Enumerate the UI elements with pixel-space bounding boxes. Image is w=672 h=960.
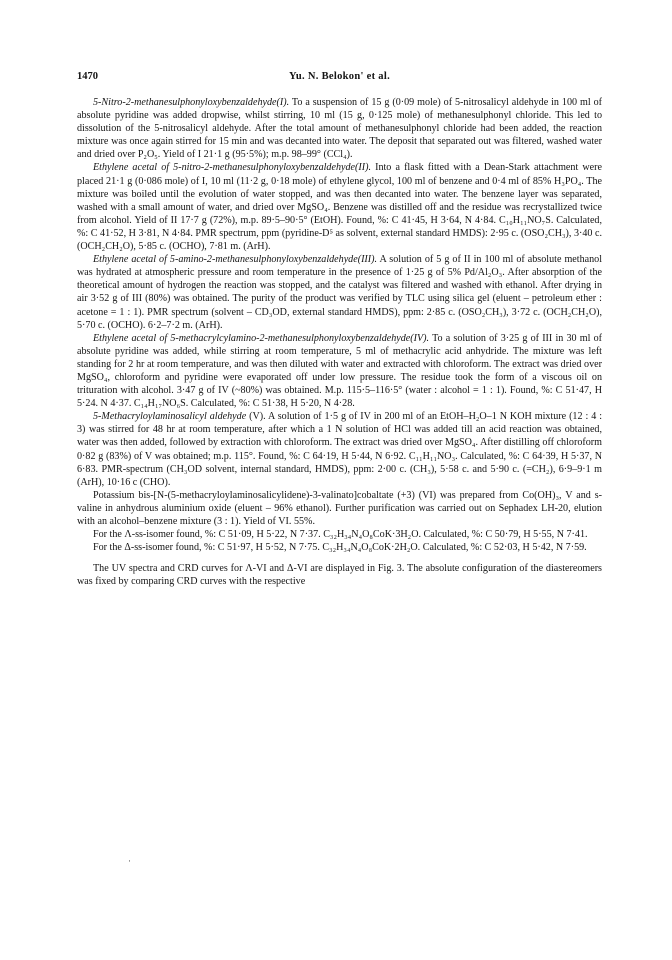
- paragraph-heading: Ethylene acetal of 5-amino-2-methanesulphonyloxybenzaldehyde(III).: [93, 254, 378, 266]
- paragraph-text: (V). A solution of 1·5 g of IV in 200 ml of an EtOH–H₂O–1 N KOH mixture (12 : 4 : 3) was stirred for 48 hr at room temperature, after which a 1 N solution of HCl was added till an acid reaction was obtained, water was then added, followed by extraction with chloroform. The extract was dried over MgSO₄. After distilling off chloroform 0·82 g (83%) of V was obtained; m.p. 115°. Found, %: C 64·19, H 5·44, N 6·92. C₁₁H₁₁NO₃. Calculated, %: C 64·39, H 5·37, N 6·83. PMR-spectrum (CH₃OD solvent, internal standard, HMDS), ppm: 2·00 c. (CH₃), 5·58 c. and 5·90 c. (=CH₂), 6·9–9·1 m (ArH), 10·16 c (CHO).: [77, 411, 603, 488]
- footer-mark: ·: [128, 856, 131, 866]
- paragraph-compound-ii: [77, 161, 602, 253]
- paragraph-compound-vi: [77, 489, 602, 528]
- paragraph-text: Potassium bis-[N-(5-methacryloylaminosalicylidene)-3-valinato]cobaltate (+3) (VI) was prepared from Co(OH)₃, V and s-valine in anhydrous aluminium oxide (eluent – 96% ethanol). Further purification was carried out on Sephadex LH-20, elution with an alcohol–benzene mixture (3 : 1). Yield of VI. 55%.: [77, 489, 602, 527]
- paragraph-delta-isomer: [77, 541, 602, 554]
- paragraph-compound-i: [77, 96, 602, 161]
- paragraph-compound-iii: [77, 253, 602, 332]
- paragraph-text: Into a flask fitted with a Dean-Stark attachment were placed 21·1 g (0·086 mole) of I, 10 ml (11·2 g, 0·18 mole) of ethylene glycol, 100 ml of benzene and 0·4 ml of 85% H₃PO₄. The mixture was boiled until the evolution of water stopped, and was then decanted into water. The benzene layer was separated, washed with a small amount of water, and dried over MgSO₄. Benzene was distilled off and the residue was recrystallized twice from alcohol. Yield of II 17·7 g (72%), m.p. 89·5–90·5° (EtOH). Found, %: C 41·45, H 3·64, N 4·84. C₁₀H₁₁NO₇S. Calculated, %: C 41·52, H 3·81, N 4·84. PMR spectrum, ppm (pyridine-D⁵ as solvent, external standard HMDS): 2·95 c. (OSO₂CH₃), 3·40 c. (OCH₂CH₂O), 5·85 c. (OCHO), 7·81 m. (ArH).: [77, 162, 602, 253]
- running-title: Yu. N. Belokon' et al.: [288, 71, 391, 82]
- paragraph-uv-spectra: [77, 562, 602, 588]
- paragraph-heading: 5-Methacryloylaminosalicyl aldehyde: [93, 411, 247, 423]
- paragraph-text: To a solution of 3·25 g of III in 30 ml of absolute pyridine was added, while stirring at room temperature, 5 ml of methacrylic acid anhydride. The mixture was left standing for 2 hr at room temperature, and was then diluted with water and extracted with chloroform. The extract was dried over MgSO₄, chloroform and pyridine were evaporated off under low pressure. The residue took the form of a viscous oil on trituration with alcohol. 3·47 g of IV (~80%) was obtained. M.p. 115·5–116·5° (water : alcohol = 1 : 1). Found, %: C 51·47, H 5·24. N 4·37. C₁₄H₁₇NO₆S. Calculated, %: C 51·38, H 5·20, N 4·28.: [77, 332, 603, 410]
- paragraph-text: To a suspension of 15 g (0·09 mole) of 5-nitrosalicyl aldehyde in 100 ml of absolute pyridine was added dropwise, whilst stirring, 10 ml (15 g, 0·125 mole) of methanesulphonyl chloride. This led to dissolution of the 5-nitrosalicyl aldehyde. After the total amount of methanesulphonyl chloride had been added, the reaction mixture was once again stirred for 15 min and was decanted into water. The deposit that separated out was filtered, washed water and dried over P₂O₅. Yield of I 21·1 g (95·5%); m.p. 98–99° (CCl₄).: [77, 97, 602, 161]
- paragraph-compound-v: [77, 410, 602, 489]
- page-number: 1470: [77, 71, 98, 82]
- paragraph-heading: 5-Nitro-2-methanesulphonyloxybenzaldehyde(I).: [93, 97, 290, 108]
- paragraph-text: For the Δ-ss-isomer found, %: C 51·97, H 5·52, N 7·75. C₃₂H₃₄N₄O₈CoK·2H₂O. Calculated, %: C 52·03, H 5·42, N 7·59.: [93, 542, 587, 554]
- paragraph-text: For the Λ-ss-isomer found, %: C 51·09, H 5·22, N 7·37. C₃₂H₃₄N₄O₈CoK·3H₂O. Calculated, %: C 50·79, H 5·55, N 7·41.: [93, 529, 588, 541]
- paragraph-text: The UV spectra and CRD curves for Λ-VI and Δ-VI are displayed in Fig. 3. The absolute configuration of the diastereomers was fixed by comparing CRD curves with the respective: [77, 563, 602, 588]
- page-header: [77, 70, 602, 86]
- paragraph-compound-iv: [77, 332, 602, 411]
- paragraph-heading: Ethylene acetal of 5-methacrylcylamino-2-methanesulphonyloxybenzaldehyde(IV).: [93, 332, 430, 344]
- paragraph-heading: Ethylene acetal of 5-nitro-2-methanesulphonyloxybenzaldehyde(II).: [93, 162, 371, 174]
- paragraph-text: A solution of 5 g of II in 100 ml of absolute methanol was hydrated at atmospheric pressure and room temperature in the presence of 1·25 g of 5% Pd/Al₂O₃. After absorption of the theoretical amount of hydrogen the reaction was stopped, and the catalyst was filtered and washed with ethanol. After drying in air 3·52 g of III (80%) was obtained. The purity of the product was verified by TLC using silica gel (eluent – petroleum ether : acetone = 1 : 1). PMR spectrum (solvent – CD₃OD, external standard HMDS), ppm: 2·85 c. (OSO₂CH₃), 3·72 c. (OCH₂CH₂O), 5·70 c. (OCHO). 6·2–7·2 m. (ArH).: [77, 254, 603, 331]
- paragraph-lambda-isomer: [77, 528, 602, 541]
